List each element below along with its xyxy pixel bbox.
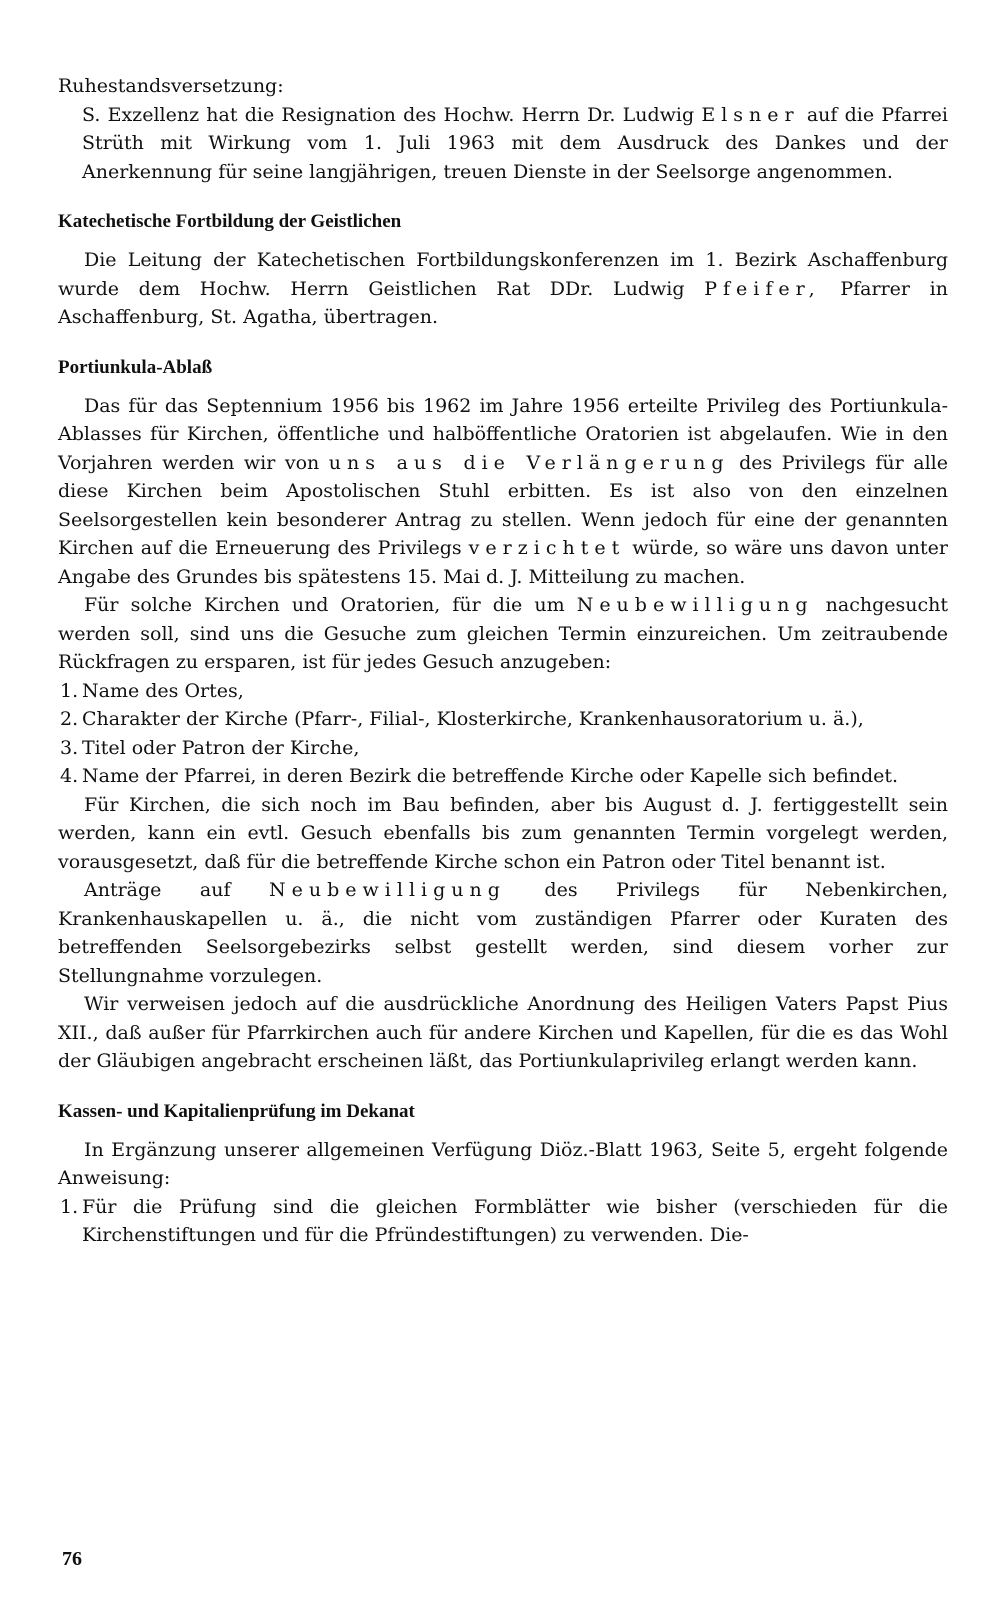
portiunkula-heading: Portiunkula-Ablaß	[58, 356, 213, 378]
spaced-neubewilligung: Neubewilligung	[576, 594, 814, 616]
katechetisch-paragraph: Die Leitung der Katechetischen Fortbildungskonferenzen im 1. Bezirk Aschaffenburg wurde dem Hochw. Herrn Geistlichen Rat DDr. Ludwig Pfeifer, Pfarrer in Aschaffenburg, St. Agatha, übertragen.	[58, 249, 948, 328]
portiunkula-paragraph-2: Für solche Kirchen und Oratorien, für die um Neubewilligung nachgesucht werden soll, sind uns die Gesuche zum gleichen Termin einzureichen. Um zeitraubende Rückfragen zu ersparen, ist für jedes Gesuch anzugeben:	[58, 594, 949, 673]
portiunkula-paragraph-5: Wir verweisen jedoch auf die ausdrückliche Anordnung des Heiligen Vaters Papst Pius XII., daß außer für Pfarrkirchen auch für andere Kirchen und Kapellen, für die es das Wohl der Gläubigen angebracht erscheinen läßt, das Portiunkulaprivileg erlangt werden kann.	[58, 993, 948, 1072]
spaced-uns-aus-die-verlaengerung: uns aus die Verlängerung	[328, 451, 730, 474]
document-page	[58, 72, 948, 1250]
spaced-name-pfeifer: Pfeifer,	[704, 277, 821, 300]
portiunkula-list	[58, 677, 948, 791]
portiunkula-paragraph-3: Für Kirchen, die sich noch im Bau befinden, aber bis August d. J. fertiggestellt sein werden, kann ein evtl. Gesuch ebenfalls bis zum genannten Termin vorgelegt werden, vorausgesetzt, daß für die betreffende Kirche schon ein Patron oder Titel benannt ist.	[58, 793, 948, 873]
list-item: 4. Name der Pfarrei, in deren Bezirk die betreffende Kirche oder Kapelle sich befindet.	[60, 765, 899, 787]
portiunkula-paragraph-1: Das für das Septennium 1956 bis 1962 im Jahre 1956 erteilte Privileg des Portiunkula-Ablasses für Kirchen, öffentliche und halböffentliche Oratorien ist abgelaufen. Wie in den Vorjahren werden wir von uns aus die Verlängerung des Privilegs für alle diese Kirchen beim Apostolischen Stuhl erbitten. Es ist also von den einzelnen Seelsorgestellen kein besonderer Antrag zu stellen. Wenn jedoch für eine der genannten Kirchen auf die Erneuerung des Privilegs verzichtet würde, so wäre uns davon unter Angabe des Grundes bis spätestens 15. Mai d. J. Mitteilung zu machen.	[58, 394, 949, 588]
page-number: 76	[62, 1548, 82, 1570]
kassen-heading: Kassen- und Kapitalienprüfung im Dekanat	[58, 1100, 415, 1122]
kassen-list	[58, 1193, 948, 1250]
list-item: 2. Charakter der Kirche (Pfarr-, Filial-, Klosterkirche, Krankenhausoratorium u. ä.),	[60, 708, 864, 730]
list-item: 1. Name des Ortes,	[60, 679, 244, 702]
kassen-paragraph: In Ergänzung unserer allgemeinen Verfügung Diöz.-Blatt 1963, Seite 5, ergeht folgende Anweisung:	[58, 1138, 948, 1189]
ruhestand-heading: Ruhestandsversetzung:	[58, 75, 284, 97]
spaced-neubewilligung-2: Neubewilligung	[269, 879, 506, 901]
portiunkula-paragraph-4: Anträge auf Neubewilligung des Privilegs für Nebenkirchen, Krankenhauskapellen u. ä., die nicht vom zuständigen Pfarrer oder Kuraten des betreffenden Seelsorgebezirks selbst gestellt werden, sind diesem vorher zur Stellungnahme vorzulegen.	[58, 879, 948, 987]
spaced-name-elsner: Elsner	[701, 103, 800, 126]
spaced-verzichtet: verzichtet	[468, 537, 626, 559]
list-item: 1. Für die Prüfung sind die gleichen Formblätter wie bisher (verschieden für die Kirchenstiftungen und für die Pfründestiftungen) zu verwenden. Die-	[60, 1195, 948, 1246]
list-item: 3. Titel oder Patron der Kirche,	[60, 736, 360, 759]
ruhestand-paragraph: S. Exzellenz hat die Resignation des Hochw. Herrn Dr. Ludwig Elsner auf die Pfarrei Strüth mit Wirkung vom 1. Juli 1963 mit dem Ausdruck des Dankes und der Anerkennung für seine langjährigen, treuen Dienste in der Seelsorge angenommen.	[82, 103, 948, 183]
katechetisch-heading: Katechetische Fortbildung der Geistlichen	[58, 211, 402, 232]
